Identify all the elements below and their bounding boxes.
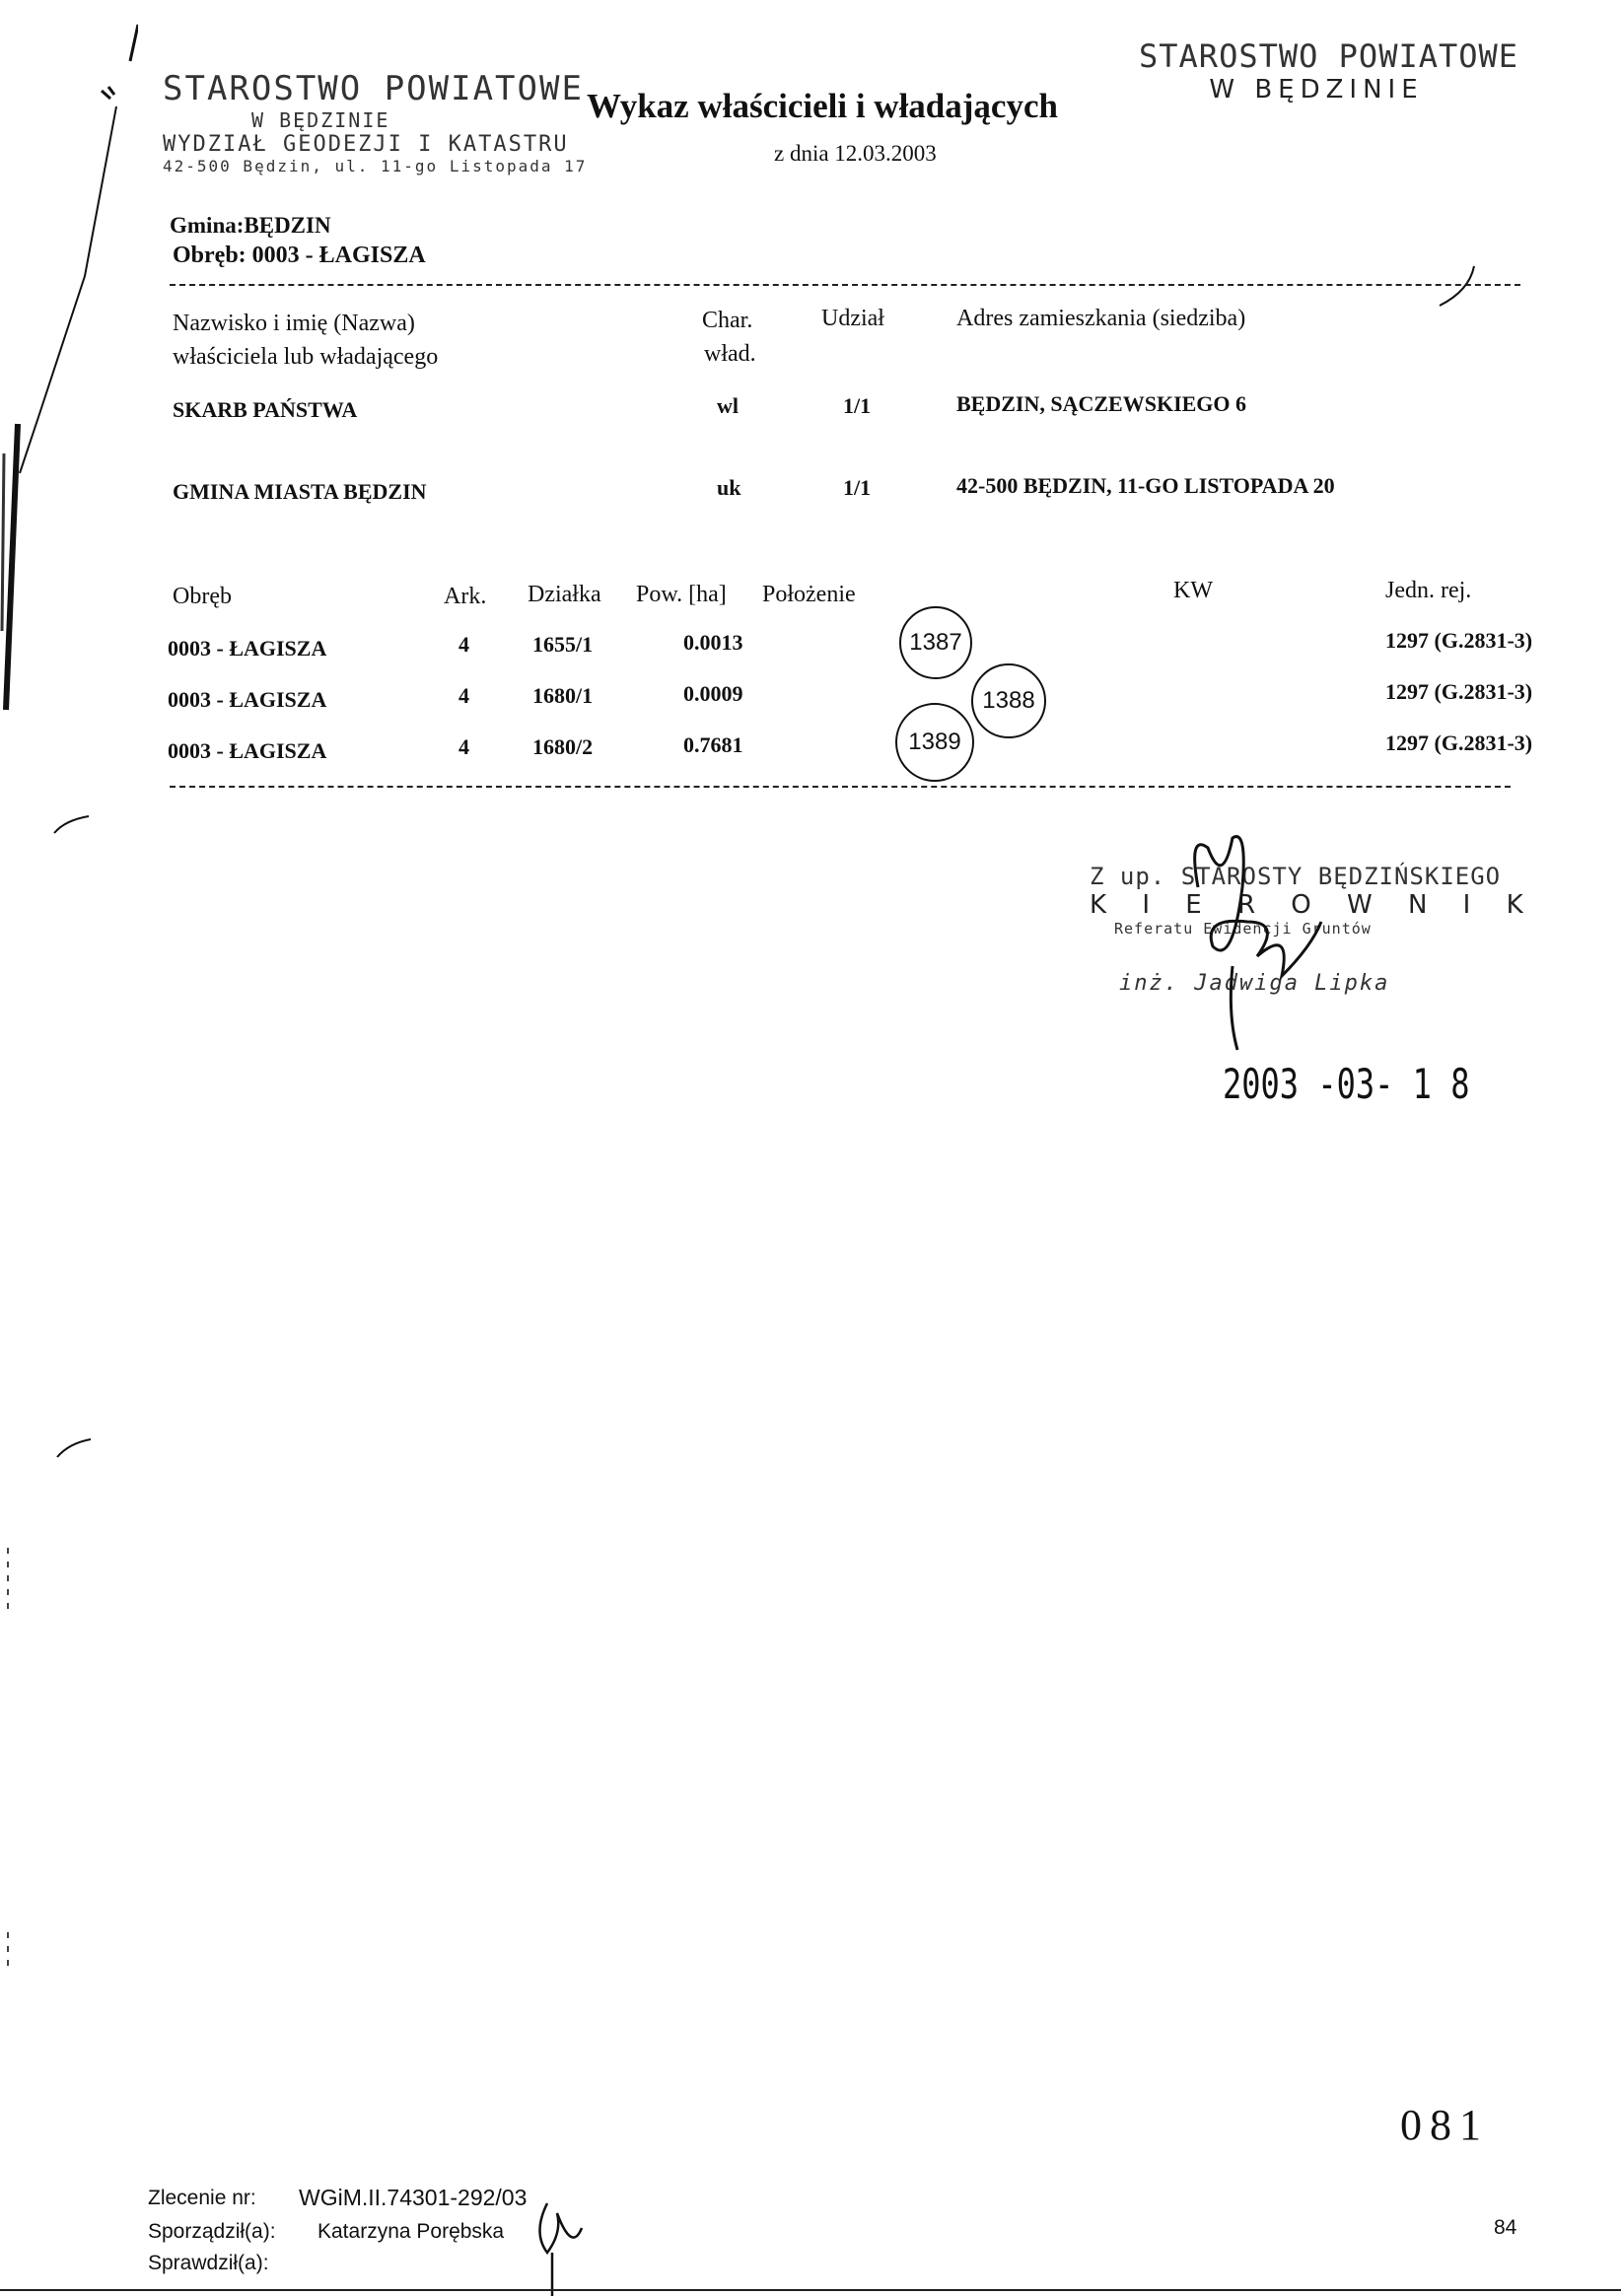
- owner-1-address: BĘDZIN, SĄCZEWSKIEGO 6: [956, 391, 1247, 416]
- footer-prepared-value: Katarzyna Porębska: [317, 2220, 505, 2243]
- parcel-2-jedn: 1297 (G.2831-3): [1385, 679, 1533, 704]
- document-title: Wykaz właścicieli i władających: [587, 87, 1058, 125]
- owner-2-share: 1/1: [843, 475, 872, 500]
- pen-mark: [1430, 261, 1489, 311]
- footer-corner-number: 84: [1494, 2216, 1517, 2239]
- footer-checked-label: Sprawdził(a):: [148, 2252, 269, 2274]
- col-dzialka: Działka: [528, 582, 601, 607]
- gmina-label: Gmina:BĘDZIN: [170, 213, 331, 238]
- col-pow: Pow. [ha]: [636, 582, 727, 607]
- footer-initials: [528, 2193, 587, 2296]
- parcel-1-circle-label: 1387: [899, 606, 972, 679]
- signature-stamp-line1: Z up. STAROSTY BĘDZIŃSKIEGO: [1090, 863, 1502, 890]
- obreb-label: Obręb: 0003 - ŁAGISZA: [173, 243, 426, 268]
- col-polozenie: Położenie: [762, 582, 856, 607]
- parcel-2-dzialka: 1680/1: [532, 683, 594, 708]
- col-char-line2: wład.: [704, 341, 756, 367]
- parcel-3-obreb: 0003 - ŁAGISZA: [168, 738, 327, 763]
- stamp-left-line1: STAROSTWO POWIATOWE: [163, 69, 584, 108]
- stamp-left-line4: 42-500 Będzin, ul. 11-go Listopada 17: [163, 157, 588, 175]
- parcel-3-ark: 4: [458, 734, 469, 759]
- stamp-right-line2: W BĘDZINIE: [1209, 75, 1424, 104]
- signature-stamp-line2: K I E R O W N I K: [1090, 890, 1537, 920]
- parcel-1-pow: 0.0013: [683, 630, 743, 655]
- parcel-3-dzialka: 1680/2: [532, 734, 594, 759]
- footer-order-label: Zlecenie nr:: [148, 2187, 256, 2209]
- owner-1-name: SKARB PAŃSTWA: [173, 397, 358, 422]
- stamp-right-line1: STAROSTWO POWIATOWE: [1139, 37, 1519, 75]
- col-share: Udział: [821, 306, 884, 331]
- owner-2-char: uk: [717, 475, 741, 500]
- document-date: z dnia 12.03.2003: [774, 141, 937, 166]
- parcel-3-jedn: 1297 (G.2831-3): [1385, 731, 1533, 755]
- parcel-2-circle-label: 1388: [971, 663, 1046, 738]
- parcel-2-ark: 4: [458, 683, 469, 708]
- office-stamp-right: [1139, 37, 1519, 104]
- parcel-2-obreb: 0003 - ŁAGISZA: [168, 687, 327, 712]
- col-char-line1: Char.: [702, 308, 753, 333]
- signature-date: 2003 -03- 1 8: [1223, 1060, 1470, 1109]
- parcel-3-pow: 0.7681: [683, 732, 743, 757]
- stamp-left-line2: W BĘDZINIE: [251, 108, 390, 132]
- footer-order-value: WGiM.II.74301-292/03: [299, 2185, 528, 2210]
- signature-stamp-line4: inż. Jadwiga Lipka: [1119, 971, 1390, 996]
- scan-edge-marks: [0, 0, 138, 2296]
- col-obreb: Obręb: [173, 584, 232, 609]
- handwritten-signature: [1173, 828, 1331, 1055]
- col-name-line1: Nazwisko i imię (Nazwa): [173, 311, 415, 336]
- owner-2-address: 42-500 BĘDZIN, 11-GO LISTOPADA 20: [956, 473, 1335, 498]
- divider-bottom: [170, 786, 1511, 788]
- parcel-2-pow: 0.0009: [683, 681, 743, 706]
- owner-1-char: wl: [717, 393, 739, 418]
- parcel-1-obreb: 0003 - ŁAGISZA: [168, 636, 327, 661]
- col-kw: KW: [1173, 578, 1213, 603]
- signature-stamp-line3: Referatu Ewidencji Gruntów: [1114, 920, 1372, 938]
- parcel-1-dzialka: 1655/1: [532, 632, 594, 657]
- parcel-1-jedn: 1297 (G.2831-3): [1385, 628, 1533, 653]
- divider-top: [170, 284, 1520, 286]
- bottom-rule: [0, 2289, 1621, 2291]
- owner-2-name: GMINA MIASTA BĘDZIN: [173, 479, 427, 504]
- footer-prepared-label: Sporządził(a):: [148, 2220, 276, 2243]
- col-address: Adres zamieszkania (siedziba): [956, 306, 1246, 331]
- page-number: 081: [1400, 2101, 1489, 2149]
- office-stamp-left: [163, 69, 587, 175]
- parcel-1-ark: 4: [458, 632, 469, 657]
- stamp-left-line3: WYDZIAŁ GEODEZJI I KATASTRU: [163, 132, 569, 157]
- parcel-3-circle-label: 1389: [895, 703, 974, 782]
- col-ark: Ark.: [444, 584, 487, 609]
- col-jedn: Jedn. rej.: [1385, 578, 1472, 603]
- owner-1-share: 1/1: [843, 393, 872, 418]
- col-name-line2: właściciela lub władającego: [173, 344, 439, 370]
